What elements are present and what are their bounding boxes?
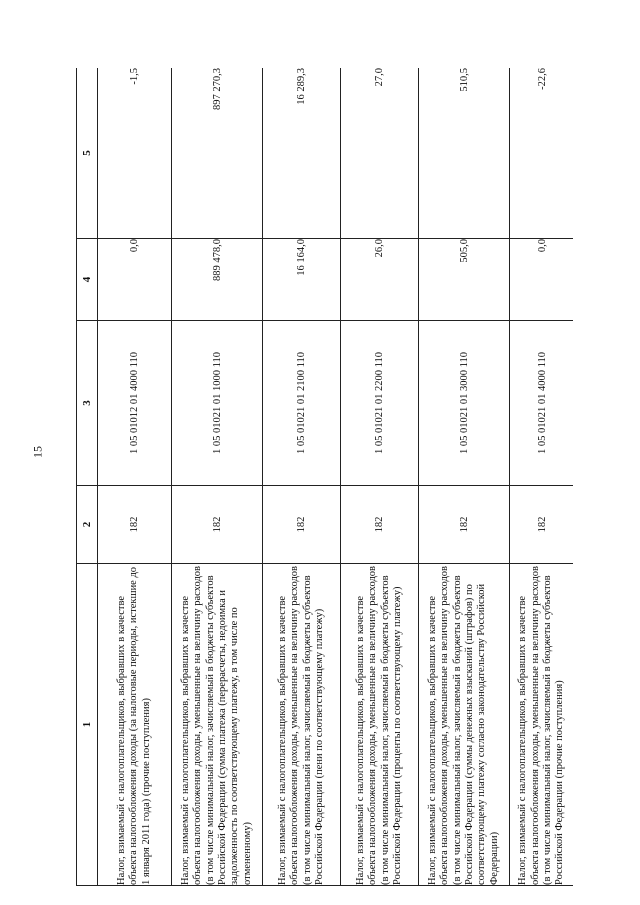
row-kbk: 1 05 01021 01 1000 110 bbox=[172, 321, 263, 486]
table-row bbox=[98, 68, 172, 886]
table-row bbox=[172, 68, 263, 886]
table-row bbox=[341, 68, 419, 886]
row-admin-code: 182 bbox=[419, 486, 510, 564]
table-row bbox=[510, 68, 574, 886]
row-kbk: 1 05 01021 01 3000 110 bbox=[419, 321, 510, 486]
row-fact: -22,6 bbox=[510, 68, 574, 239]
header-col-1: 1 bbox=[77, 564, 98, 886]
row-description: Налог, взимаемый с налогоплательщиков, выбравших в качестве объекта налогообложения доходы, уменьшенные на величину расходов (в том числе минимальный налог, зачисляемый в бюджеты субъектов Российской Федерации (прочие поступления) bbox=[510, 564, 574, 886]
row-plan: 16 164,0 bbox=[263, 239, 341, 321]
rotated-table-container bbox=[76, 68, 573, 886]
row-kbk: 1 05 01021 01 2100 110 bbox=[263, 321, 341, 486]
row-description: Налог, взимаемый с налогоплательщиков, выбравших в качестве объекта налогообложения доходы, уменьшенные на величину расходов (в том числе минимальный налог, зачисляемый в бюджеты субъектов Российской Федерации (суммы денежных взысканий (штрафов) по соответствующему платежу согласно законодательству Российской Федерации) bbox=[419, 564, 510, 886]
row-admin-code: 182 bbox=[341, 486, 419, 564]
header-col-2: 2 bbox=[77, 486, 98, 564]
row-description: Налог, взимаемый с налогоплательщиков, выбравших в качестве объекта налогообложения доходы, уменьшенные на величину расходов (в том числе минимальный налог, зачисляемый в бюджеты субъектов Российской Федерации (проценты по соответствующему платежу) bbox=[341, 564, 419, 886]
row-kbk: 1 05 01012 01 4000 110 bbox=[98, 321, 172, 486]
table-row bbox=[263, 68, 341, 886]
row-fact: 897 270,3 bbox=[172, 68, 263, 239]
revenue-table bbox=[76, 68, 573, 886]
row-admin-code: 182 bbox=[510, 486, 574, 564]
row-fact: 27,0 bbox=[341, 68, 419, 239]
row-description: Налог, взимаемый с налогоплательщиков, выбравших в качестве объекта налогообложения доходы, уменьшенные на величину расходов (в том числе минимальный налог, зачисляемый в бюджеты субъектов Российской Федерации (пени по соответствующему платежу) bbox=[263, 564, 341, 886]
row-plan: 26,0 bbox=[341, 239, 419, 321]
table-viewport bbox=[76, 68, 573, 886]
row-plan: 0,0 bbox=[510, 239, 574, 321]
row-plan: 505,0 bbox=[419, 239, 510, 321]
row-admin-code: 182 bbox=[172, 486, 263, 564]
header-col-4: 4 bbox=[77, 239, 98, 321]
table-header-row bbox=[77, 68, 98, 886]
header-col-3: 3 bbox=[77, 321, 98, 486]
table-row bbox=[419, 68, 510, 886]
row-plan: 889 478,0 bbox=[172, 239, 263, 321]
row-admin-code: 182 bbox=[263, 486, 341, 564]
row-admin-code: 182 bbox=[98, 486, 172, 564]
page-number: 15 bbox=[30, 446, 45, 458]
row-description: Налог, взимаемый с налогоплательщиков, выбравших в качестве объекта налогообложения доходы, уменьшенные на величину расходов (в том числе минимальный налог, зачисляемый в бюджеты субъектов Российской Федерации (сумма платежа (перерасчеты, недоимка и задолженность по соответствующему платежу, в том числе по отмененному) bbox=[172, 564, 263, 886]
row-plan: 0,0 bbox=[98, 239, 172, 321]
header-col-5: 5 bbox=[77, 68, 98, 239]
row-description: Налог, взимаемый с налогоплательщиков, выбравших в качестве объекта налогообложения доходы (за налоговые периоды, истекшие до 1 января 2011 года) (прочие поступления) bbox=[98, 564, 172, 886]
row-fact: -1,5 bbox=[98, 68, 172, 239]
row-fact: 16 289,3 bbox=[263, 68, 341, 239]
row-kbk: 1 05 01021 01 2200 110 bbox=[341, 321, 419, 486]
row-kbk: 1 05 01021 01 4000 110 bbox=[510, 321, 574, 486]
row-fact: 510,5 bbox=[419, 68, 510, 239]
